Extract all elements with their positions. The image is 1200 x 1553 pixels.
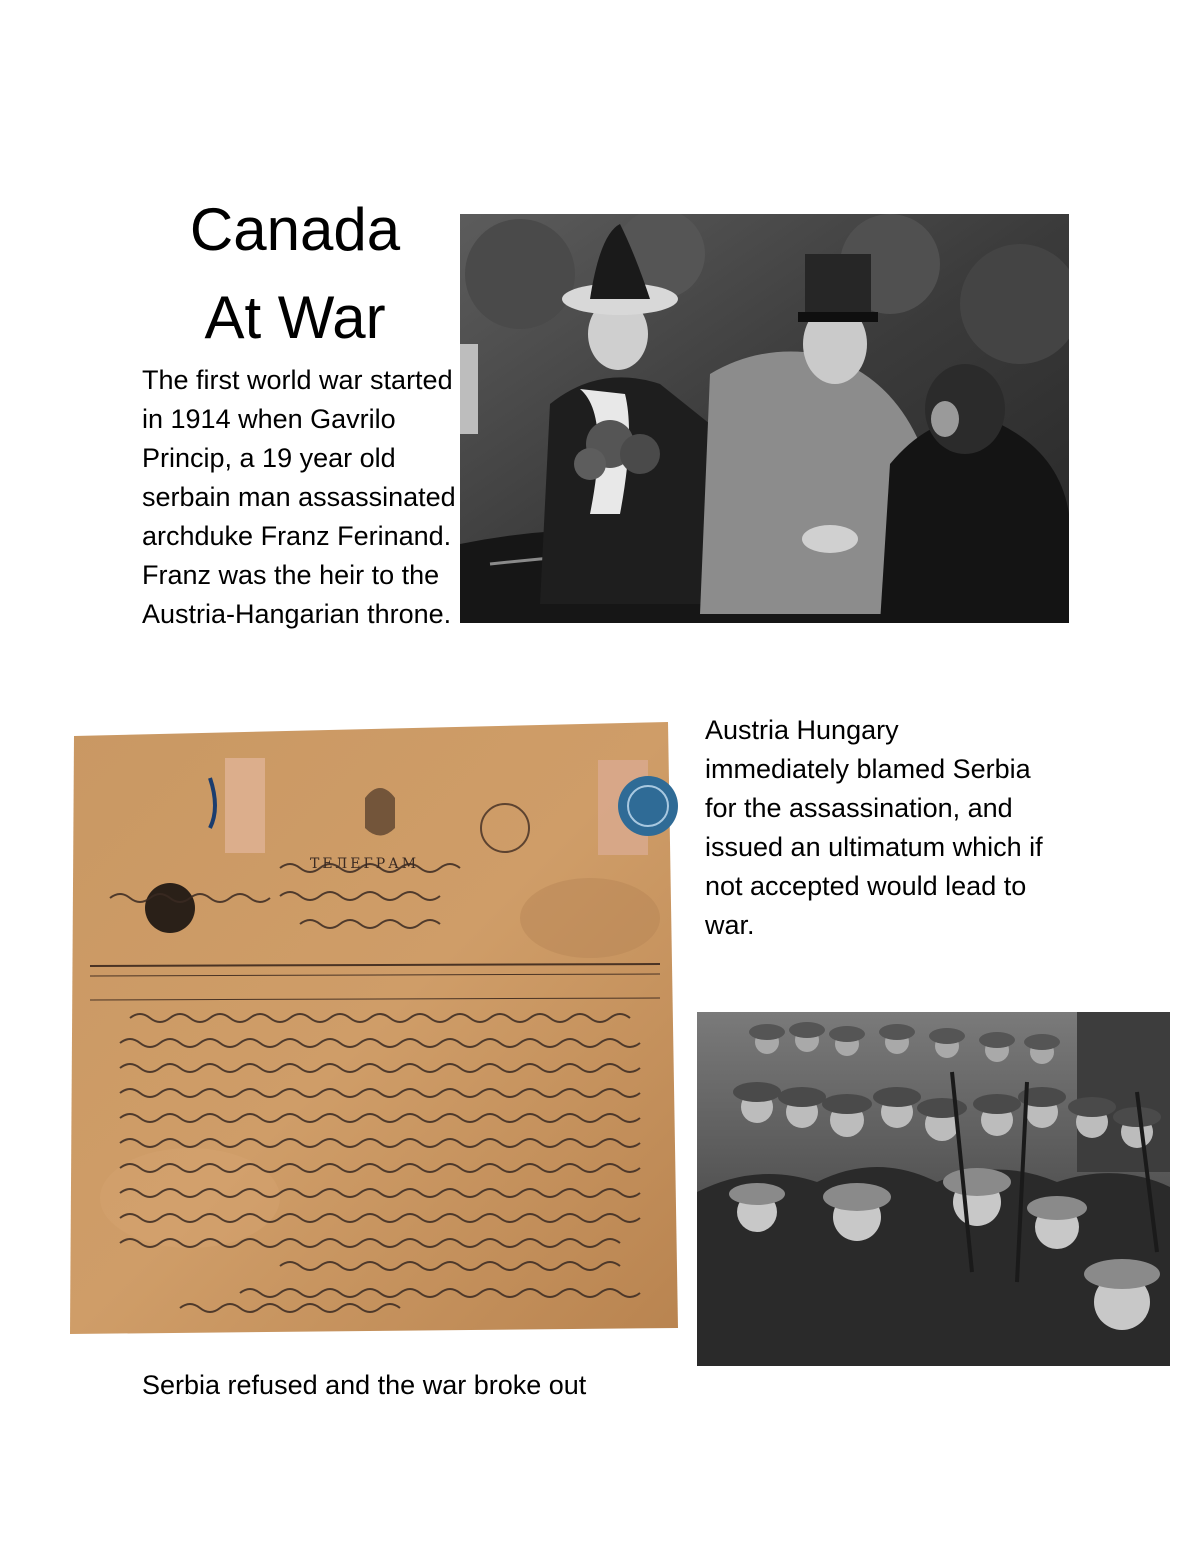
title-line-1: Canada [189, 196, 401, 264]
page-title [150, 186, 440, 362]
telegram-heading: ТЕЛЕГРАМ [310, 856, 420, 872]
blame-paragraph: Austria Hungary immediately blamed Serbia for the assassination, and issued an ultimatum which if not accepted would lead to war. [705, 715, 1043, 940]
archduke-carriage-photo [460, 214, 1069, 623]
soldiers-photo [697, 1012, 1170, 1366]
telegram-photo [70, 718, 682, 1336]
outcome-caption: Serbia refused and the war broke out [142, 1370, 587, 1400]
intro-paragraph: The first world war started in 1914 when Gavrilo Princip, a 19 year old serbain man assassinated archduke Franz Ferinand. Franz was the heir to the Austria-Hangarian throne. [142, 365, 456, 629]
title-line-2: At War [204, 284, 386, 352]
